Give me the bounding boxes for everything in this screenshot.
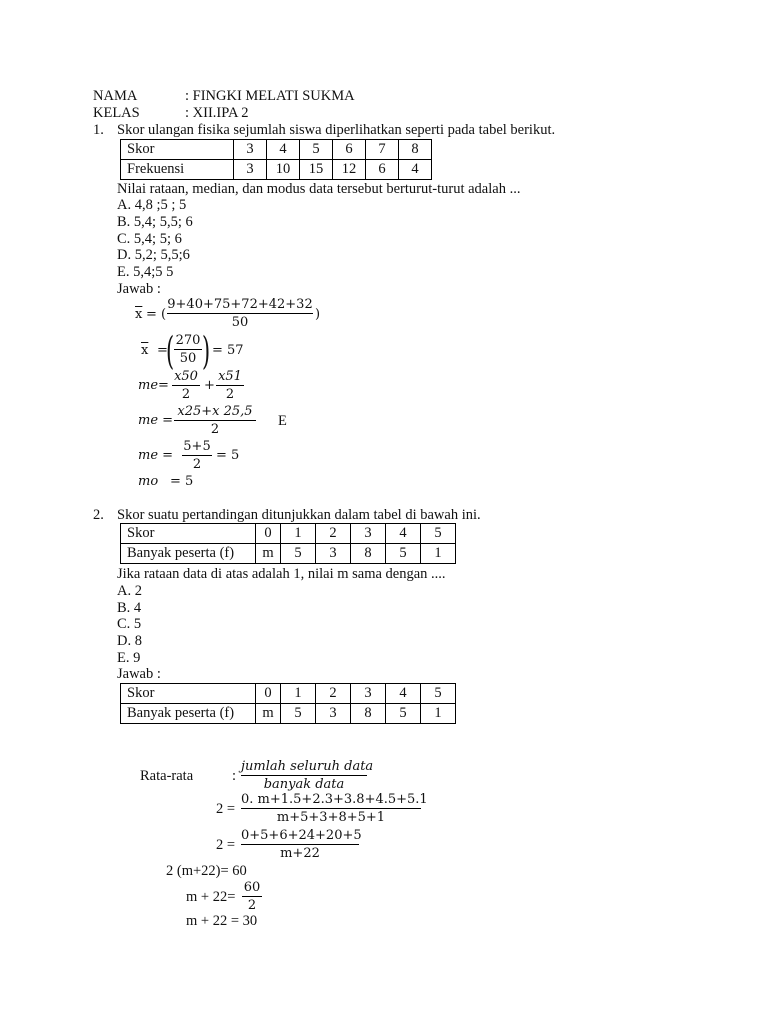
q2-option-a: A. 2 <box>117 583 142 599</box>
step-line-6: m + 22 = 30 <box>186 913 258 929</box>
table-cell: 8 <box>399 140 432 160</box>
table-cell: 4 <box>399 160 432 180</box>
equals-sign: = <box>157 343 168 358</box>
table-cell: m <box>256 704 281 724</box>
fraction-denominator: 2 <box>247 898 257 913</box>
rata-rata-colon: : <box>232 768 237 784</box>
q2-question: Skor suatu pertandingan ditunjukkan dalam tabel di bawah ini. <box>117 507 481 523</box>
mode-result: = 5 <box>170 474 194 489</box>
xbar-symbol-2: $\overline{x}$ <box>141 343 149 358</box>
fraction-numerator: x25+x 25,5 <box>177 404 253 419</box>
table-cell: 5 <box>386 704 421 724</box>
fraction-denominator: m+5+3+8+5+1 <box>276 810 386 825</box>
q1-prompt: Nilai rataan, median, dan modus data tersebut berturut-turut adalah ... <box>117 181 521 197</box>
table-cell: 10 <box>267 160 300 180</box>
median-fraction-a <box>172 369 200 402</box>
q1-option-b: B. 5,4; 5,5; 6 <box>117 214 193 230</box>
close-paren: ) <box>315 307 321 322</box>
fraction-denominator: 2 <box>210 422 220 437</box>
table-row <box>121 704 456 724</box>
right-paren: ) <box>202 329 211 373</box>
table-cell: Skor <box>121 140 234 160</box>
median-result: = 5 <box>216 448 240 463</box>
median-fraction-b <box>216 369 244 402</box>
fraction-denominator: 50 <box>231 315 249 330</box>
mean-fraction-2 <box>174 333 202 366</box>
table-cell: Skor <box>121 524 256 544</box>
table-cell: 15 <box>300 160 333 180</box>
table-cell: Skor <box>121 684 256 704</box>
answer-mark: E <box>278 413 287 429</box>
q2-table <box>120 523 456 564</box>
table-cell: 8 <box>351 704 386 724</box>
table-cell: 0 <box>256 524 281 544</box>
table-cell: m <box>256 544 281 564</box>
simplified-fraction <box>241 828 362 861</box>
median-label-2: me = <box>138 413 174 428</box>
fraction-numerator: x51 <box>218 369 242 384</box>
table-row <box>121 160 432 180</box>
fraction-numerator: 0. m+1.5+2.3+3.8+4.5+5.1 <box>241 792 428 807</box>
eq-2b: 2 = <box>216 837 236 853</box>
table-cell: 3 <box>351 524 386 544</box>
table-cell: 4 <box>386 524 421 544</box>
substitution-fraction <box>241 792 428 825</box>
fraction-denominator: 2 <box>225 387 235 402</box>
q2-option-b: B. 4 <box>117 600 142 616</box>
nama-value: : FINGKI MELATI SUKMA <box>185 88 355 104</box>
q1-option-d: D. 5,2; 5,5;6 <box>117 247 190 263</box>
table-cell: 1 <box>281 684 316 704</box>
mean-fraction <box>167 297 313 330</box>
table-row <box>121 684 456 704</box>
step-line-5-fraction <box>242 880 262 913</box>
table-cell: 7 <box>366 140 399 160</box>
fraction-numerator: 0+5+6+24+20+5 <box>241 828 362 843</box>
q2-option-e: E. 9 <box>117 650 141 666</box>
nama-label: NAMA <box>93 88 138 104</box>
q2-jawab: Jawab : <box>117 666 161 682</box>
rata-rata-label: Rata-rata <box>140 768 194 784</box>
table-cell: 6 <box>366 160 399 180</box>
step-line-4: 2 (m+22)= 60 <box>166 863 247 879</box>
table-cell: 5 <box>421 524 456 544</box>
fraction-denominator: m+22 <box>280 846 320 861</box>
kelas-label: KELAS <box>93 105 140 121</box>
eq-2a: 2 = <box>216 801 236 817</box>
fraction-numerator: x50 <box>174 369 198 384</box>
table-cell: 3 <box>234 140 267 160</box>
q1-option-a: A. 4,8 ;5 ; 5 <box>117 197 187 213</box>
fraction-numerator: jumlah seluruh data <box>241 759 374 774</box>
q1-table <box>120 139 432 180</box>
fraction-denominator: 50 <box>179 351 197 366</box>
fraction-numerator: 5+5 <box>183 439 211 454</box>
table-cell: 5 <box>421 684 456 704</box>
left-paren: ( <box>166 329 175 373</box>
table-cell: 3 <box>351 684 386 704</box>
kelas-value: : XII.IPA 2 <box>185 105 249 121</box>
table-cell: 5 <box>281 704 316 724</box>
table-cell: 5 <box>300 140 333 160</box>
median-fraction-c <box>174 404 256 437</box>
step-line-5-label: m + 22= <box>186 889 236 905</box>
q1-jawab: Jawab : <box>117 281 161 297</box>
table-cell: 1 <box>421 544 456 564</box>
q2-option-d: D. 8 <box>117 633 142 649</box>
table-cell: 3 <box>316 544 351 564</box>
table-cell: 12 <box>333 160 366 180</box>
q2-number: 2. <box>93 507 104 523</box>
table-cell: 5 <box>281 544 316 564</box>
table-cell: 8 <box>351 544 386 564</box>
table-cell: 1 <box>421 704 456 724</box>
table-cell: 3 <box>234 160 267 180</box>
table-cell: 0 <box>256 684 281 704</box>
table-cell: 1 <box>281 524 316 544</box>
table-cell: 3 <box>316 704 351 724</box>
q1-question: Skor ulangan fisika sejumlah siswa diperlihatkan seperti pada tabel berikut. <box>117 122 556 138</box>
table-cell: Banyak peserta (f) <box>121 704 256 724</box>
xbar-symbol: $\overline{x}$ <box>135 307 143 322</box>
table-row <box>121 140 432 160</box>
table-cell: 4 <box>267 140 300 160</box>
table-cell: Banyak peserta (f) <box>121 544 256 564</box>
table-cell: 6 <box>333 140 366 160</box>
fraction-denominator: banyak data <box>263 777 345 792</box>
q1-option-e: E. 5,4;5 5 <box>117 264 174 280</box>
fraction-denominator: 2 <box>192 457 202 472</box>
table-row <box>121 544 456 564</box>
mean-result: = 57 <box>212 343 244 358</box>
q1-number: 1. <box>93 122 104 138</box>
plus-sign: + <box>204 378 215 393</box>
table-cell: 2 <box>316 524 351 544</box>
eq-open: = ( <box>146 307 167 322</box>
mode-label: mo <box>138 474 159 489</box>
q1-option-c: C. 5,4; 5; 6 <box>117 231 182 247</box>
median-label-1: me= <box>138 378 169 393</box>
fraction-denominator: 2 <box>181 387 191 402</box>
table-row <box>121 524 456 544</box>
mean-definition-fraction <box>241 759 374 792</box>
fraction-numerator: 60 <box>243 880 261 895</box>
median-fraction-d <box>182 439 212 472</box>
table-cell: 5 <box>386 544 421 564</box>
median-label-3: me = <box>138 448 174 463</box>
fraction-numerator: 270 <box>175 333 201 348</box>
fraction-numerator: 9+40+75+72+42+32 <box>167 297 313 312</box>
table-cell: 4 <box>386 684 421 704</box>
table-cell: Frekuensi <box>121 160 234 180</box>
table-cell: 2 <box>316 684 351 704</box>
q2-answer-table <box>120 683 456 724</box>
q2-option-c: C. 5 <box>117 616 142 632</box>
q2-prompt: Jika rataan data di atas adalah 1, nilai m sama dengan .... <box>117 566 446 582</box>
